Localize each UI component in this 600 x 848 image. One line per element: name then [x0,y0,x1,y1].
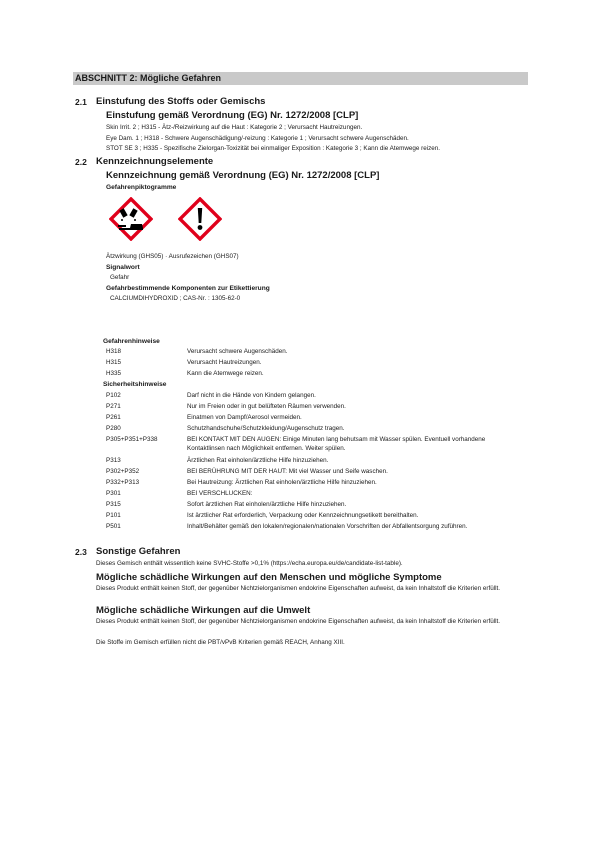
hazard-text: Kann die Atemwege reizen. [187,370,264,377]
precaution-code: P102 [106,392,121,399]
precaution-text: BEI KONTAKT MIT DEN AUGEN: Einige Minuten lang behutsam mit Wasser spülen. Eventuell vorhandene Kontaktlinsen nach Möglichkeit entfernen. Weiter spülen. [187,436,486,452]
precaution-text: Schutzhandschuhe/Schutzkleidung/Augenschutz tragen. [187,425,345,432]
hazard-text: Verursacht schwere Augenschäden. [187,348,288,355]
svhc-statement: Dieses Gemisch enthält wissentlich keine SVHC-Stoffe >0,1% (https://echa.europa.eu/de/candidate-list-table). [96,560,403,567]
health-effects-title: Mögliche schädliche Wirkungen auf den Menschen und mögliche Symptome [96,572,442,583]
hazard-code: H318 [106,348,122,355]
hazard-code: H315 [106,359,122,366]
section-2-3-number: 2.3 [75,547,87,557]
precaution-code: P271 [106,403,121,410]
precaution-text: Inhalt/Behälter gemäß den lokalen/regionalen/nationalen Vorschriften der Abfallentsorgung zuführen. [187,523,468,530]
precaution-text: BEI BERÜHRUNG MIT DER HAUT: Mit viel Wasser und Seife waschen. [187,468,388,475]
hazard-statements-label: Gefahrenhinweise [103,338,160,345]
section-2-2-title: Kennzeichnungselemente [96,156,214,167]
section-title: ABSCHNITT 2: Mögliche Gefahren [75,73,222,83]
precaution-text: Ärztlichen Rat einholen/ärztliche Hilfe hinzuziehen. [187,457,329,464]
pictograms-label: Gefahrenpiktogramme [106,184,177,191]
precaution-code: P305+P351+P338 [106,436,158,443]
health-effects-text: Dieses Produkt enthält keinen Stoff, der gegenüber Nichtzielorganismen endokrine Eigenschaften aufweist, da kein Inhaltstoff die Kriterien erfüllt. [96,585,501,592]
signal-word-label: Signalwort [106,264,140,271]
signal-word-value: Gefahr [110,274,130,281]
pbt-statement: Die Stoffe im Gemisch erfüllen nicht die PBT/vPvB Kriterien gemäß REACH, Anhang XIII. [96,639,345,646]
hazard-code: H335 [106,370,122,377]
precaution-text: Bei Hautreizung: Ärztlichen Rat einholen/ärztliche Hilfe hinzuziehen. [187,479,377,486]
environment-effects-text: Dieses Produkt enthält keinen Stoff, der gegenüber Nichtzielorganismen endokrine Eigenschaften aufweist, da kein Inhaltstoff die Kriterien erfüllt. [96,618,501,625]
precaution-text: BEI VERSCHLUCKEN: [187,490,253,497]
precaution-text: Darf nicht in die Hände von Kindern gelangen. [187,392,316,399]
precaution-code: P101 [106,512,121,519]
section-2-1-number: 2.1 [75,97,87,107]
precaution-text: Nur im Freien oder in gut belüfteten Räumen verwenden. [187,403,346,410]
section-2-2-number: 2.2 [75,157,87,167]
hazard-text: Verursacht Hautreizungen. [187,359,262,366]
environment-effects-title: Mögliche schädliche Wirkungen auf die Umwelt [96,605,311,616]
precaution-code: P261 [106,414,121,421]
components-label: Gefahrbestimmende Komponenten zur Etikettierung [106,285,270,292]
section-2-1-subtitle: Einstufung gemäß Verordnung (EG) Nr. 1272/2008 [CLP] [106,110,359,121]
precaution-code: P501 [106,523,121,530]
classification-line: Skin Irrit. 2 ; H315 - Ätz-/Reizwirkung auf die Haut : Kategorie 2 ; Verursacht Hautreizungen. [106,124,363,131]
section-2-1-title: Einstufung des Stoffs oder Gemischs [96,96,266,107]
precaution-code: P280 [106,425,121,432]
precautionary-statements-label: Sicherheitshinweise [103,381,167,388]
precaution-text: Sofort ärztlichen Rat einholen/ärztliche Hilfe hinzuziehen. [187,501,347,508]
precaution-code: P315 [106,501,121,508]
precaution-text: Ist ärztlicher Rat erforderlich, Verpackung oder Kennzeichnungsetikett bereithalten. [187,512,419,519]
precaution-code: P302+P352 [106,468,140,475]
precaution-code: P301 [106,490,121,497]
precaution-text: Einatmen von Dampf/Aerosol vermeiden. [187,414,302,421]
precaution-code: P332+P313 [106,479,140,486]
pictograms-caption: Ätzwirkung (GHS05) · Ausrufezeichen (GHS07) [106,253,239,260]
ghs05-corrosion-icon [109,197,153,241]
components-value: CALCIUMDIHYDROXID ; CAS-Nr. : 1305-62-0 [110,295,241,302]
section-2-3-title: Sonstige Gefahren [96,546,181,557]
section-2-2-subtitle: Kennzeichnung gemäß Verordnung (EG) Nr. 1272/2008 [CLP] [106,170,380,181]
precaution-code: P313 [106,457,121,464]
ghs07-exclamation-icon [178,197,222,241]
classification-line: STOT SE 3 ; H335 - Spezifische Zielorgan-Toxizität bei einmaliger Exposition : Kategorie 3 ; Kann die Atemwege reizen. [106,145,441,152]
classification-line: Eye Dam. 1 ; H318 - Schwere Augenschädigung/-reizung : Kategorie 1 ; Verursacht schwere Augenschäden. [106,134,409,142]
